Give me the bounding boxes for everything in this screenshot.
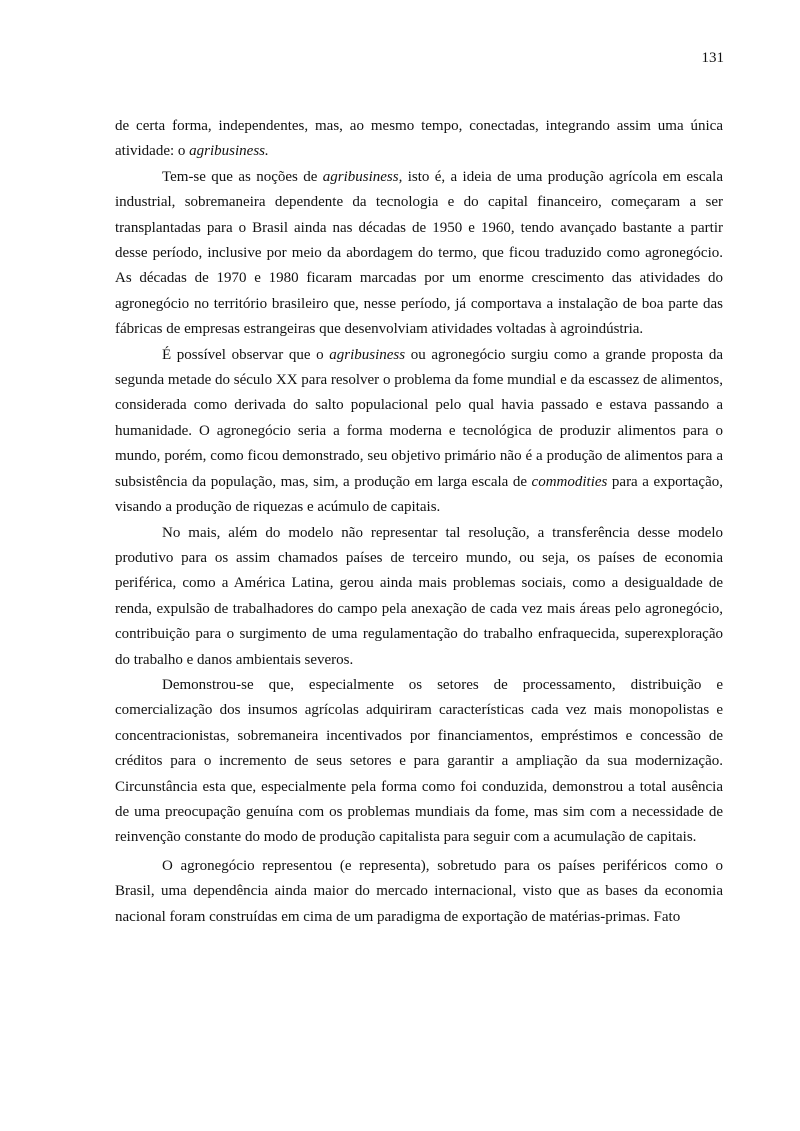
page-number: 131 bbox=[701, 50, 724, 66]
text-run: ou agronegócio surgiu como a grande proposta da segunda metade do século XX para resolver o problema da fome mundial e da escassez de alimentos, considerada como derivada do salto populacional pelo qual havia passado e estava passando a humanidade. O agronegócio seria a forma moderna e tecnológica de produzir alimentos para o mundo, porém, como ficou demonstrado, seu objetivo primário não é a produção de alimentos para a subsistência da população, mas, sim, a produção em larga escala de bbox=[115, 346, 723, 490]
text-run: No mais, além do modelo não representar tal resolução, a transferência desse modelo produtivo para os assim chamados países de terceiro mundo, ou seja, os países de economia periférica, como a América Latina, gerou ainda mais problemas sociais, como a desigualdade de renda, expulsão de trabalhadores do campo pela anexação de cada vez mais áreas pelo agronegócio, contribuição para o surgimento de uma regulamentação do trabalho enfraquecida, superexploração do trabalho e danos ambientais severos. bbox=[115, 524, 723, 668]
italic-term: commodities bbox=[531, 473, 608, 490]
paragraph-2 bbox=[115, 165, 723, 343]
paragraph-3 bbox=[115, 343, 723, 521]
text-run: para a exportação, visando a produção de riquezas e acúmulo de capitais. bbox=[115, 473, 723, 516]
text-run: É possível observar que o bbox=[162, 346, 330, 363]
paragraph-5 bbox=[115, 673, 723, 851]
italic-term: agribusiness bbox=[329, 346, 406, 363]
paragraph-1 bbox=[115, 114, 723, 165]
italic-term: agribusiness. bbox=[189, 143, 269, 160]
paragraph-4 bbox=[115, 521, 723, 673]
text-run: Tem-se que as noções de bbox=[162, 168, 323, 185]
text-run: de certa forma, independentes, mas, ao mesmo tempo, conectadas, integrando assim uma única atividade: o bbox=[115, 118, 723, 160]
text-run: isto é, a ideia de uma produção agrícola em escala industrial, sobremaneira dependente da tecnologia e do capital financeiro, começaram a ser transplantadas para o Brasil ainda nas décadas de 1950 e 1960, tendo avançado bastante a partir desse período, inclusive por meio da abordagem do termo, que ficou traduzido como agronegócio. As décadas de 1970 e 1980 ficaram marcadas por um enorme crescimento das atividades do agronegócio no território brasileiro que, nesse período, já comportava a instalação de boa parte das fábricas de empresas estrangeiras que desenvolviam atividades voltadas à agroindústria. bbox=[115, 168, 723, 338]
italic-term: agribusiness, bbox=[322, 168, 403, 185]
text-run: Demonstrou-se que, especialmente os setores de processamento, distribuição e comercialização dos insumos agrícolas adquiriram características cada vez mais monopolistas e concentracionistas, sobremaneira incentivados por financiamentos, empréstimos e concessão de créditos para o incremento de seus setores e para garantir a ampliação da sua modernização. Circunstância esta que, especialmente pela forma como foi conduzida, demonstrou a total ausência de uma preocupação genuína com os problemas mundiais da fome, mas sim com a necessidade de reinvenção constante do modo de produção capitalista para seguir com a acumulação de capitais. bbox=[115, 676, 723, 846]
body-text bbox=[115, 114, 723, 930]
paragraph-6 bbox=[115, 854, 723, 930]
text-run: O agronegócio representou (e representa), sobretudo para os países periféricos como o Brasil, uma dependência ainda maior do mercado internacional, visto que as bases da economia nacional foram construídas em cima de um paradigma de exportação de matérias-primas. Fato bbox=[115, 857, 723, 925]
